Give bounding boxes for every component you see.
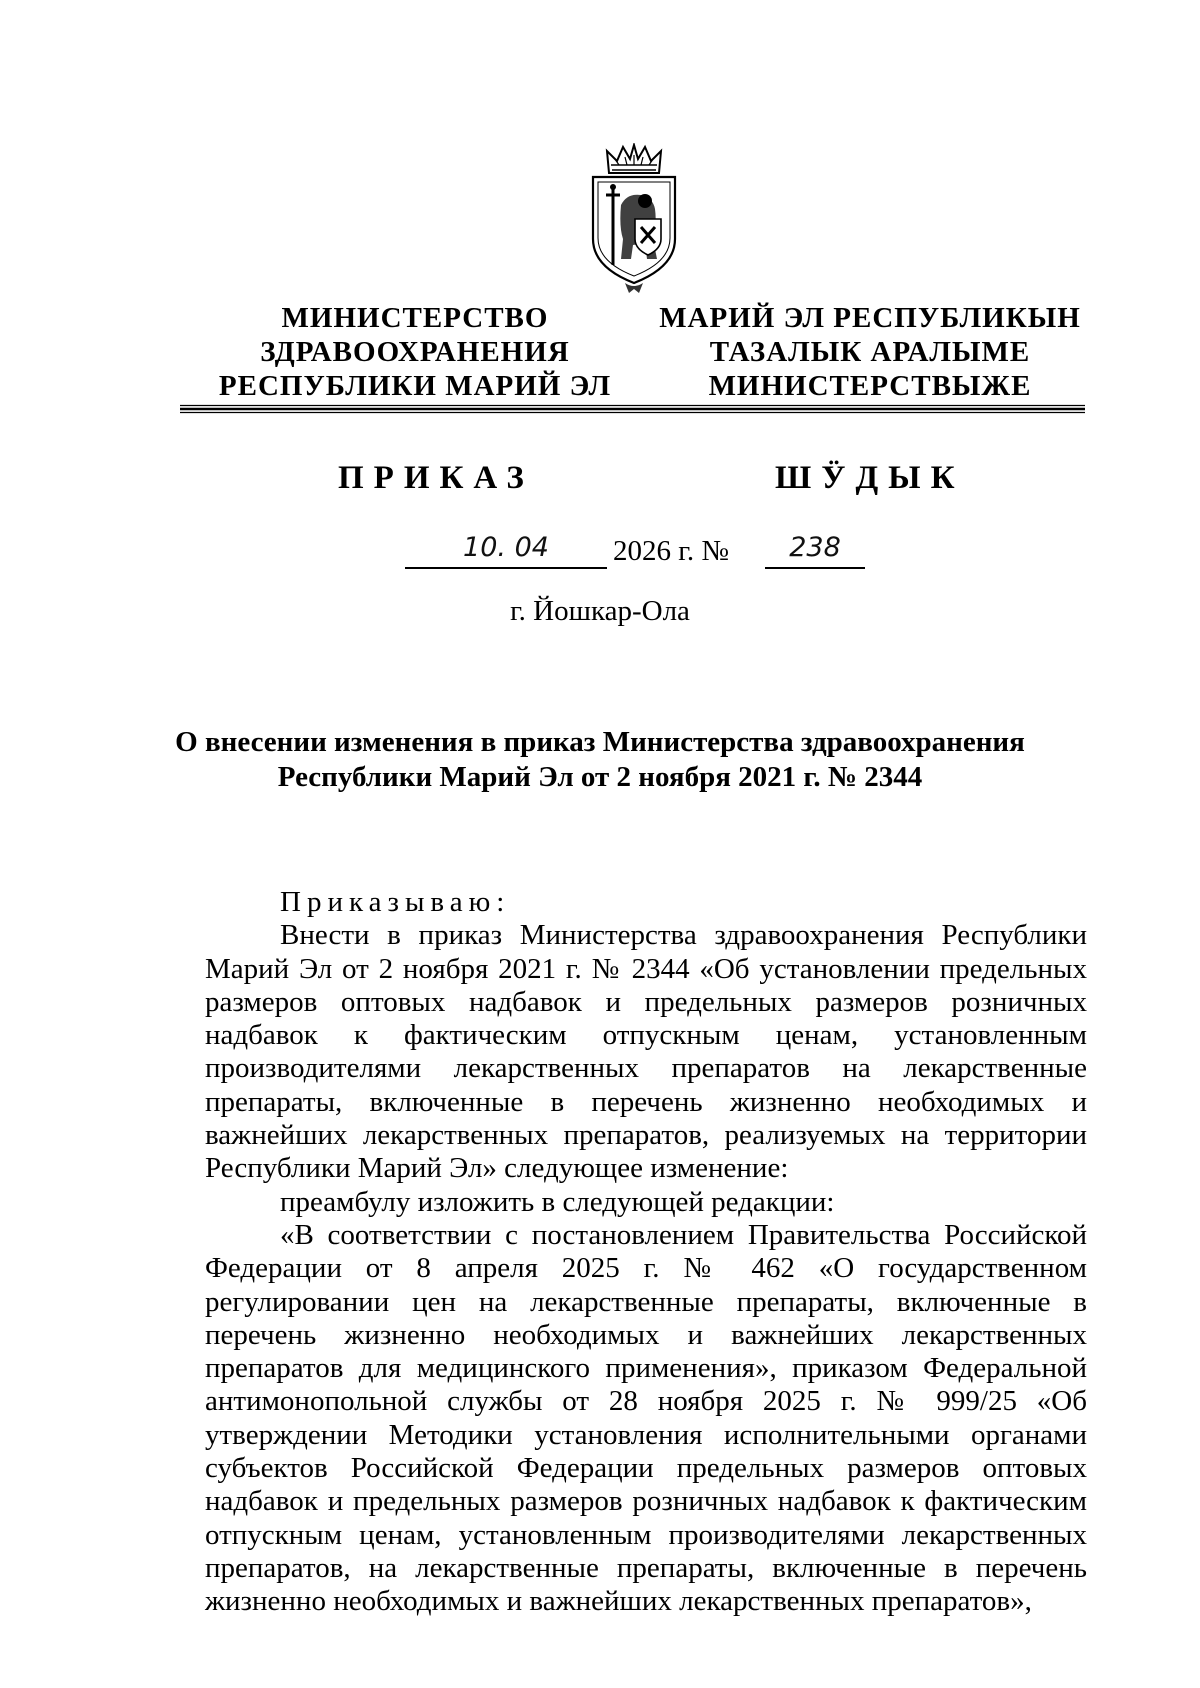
document-title <box>120 725 1080 795</box>
order-word: Приказываю: <box>280 886 511 918</box>
ministry-name-ru-line-3: РЕСПУБЛИКИ МАРИЙ ЭЛ <box>218 370 612 402</box>
paragraph-1: Внести в приказ Министерства здравоохранения Республики Марий Эл от 2 ноября 2021 г. № 2344 «Об установлении предельных размеров оптовых надбавок и предельных размеров розничных надбавок к фактическим отпускным ценам, установленным производителями лекарственных препаратов на лекарственные препараты, включенные в перечень жизненно необходимых и важнейших лекарственных препаратов, реализуемых на территории Республики Марий Эл» следующее изменение: <box>205 919 1087 1185</box>
date-number-line <box>405 533 865 573</box>
paragraph-2: преамбулу изложить в следующей редакции: <box>280 1185 835 1218</box>
city-name: г. Йошкар-Ола <box>510 595 690 627</box>
ministry-name-mari-line-3: МИНИСТЕРСТВЫЖЕ <box>708 370 1032 402</box>
ministry-name-mari <box>640 301 1100 403</box>
ministry-name-mari-line-1: МАРИЙ ЭЛ РЕСПУБЛИКЫН <box>659 302 1081 334</box>
doc-type-mari: ШӰДЫК <box>775 460 965 496</box>
ministry-name-ru-line-1: МИНИСТЕРСТВО <box>281 302 549 334</box>
doc-type-russian: ПРИКАЗ <box>338 460 534 496</box>
document-body <box>205 886 1087 1619</box>
handwritten-number: 238 <box>765 533 865 569</box>
ministry-name-ru-line-2: ЗДРАВООХРАНЕНИЯ <box>260 336 570 368</box>
coat-of-arms-emblem <box>587 143 681 293</box>
ministry-name-mari-line-2: ТАЗАЛЫК АРАЛЫМЕ <box>709 336 1031 368</box>
document-title-line-2: Республики Марий Эл от 2 ноября 2021 г. № 2344 <box>277 761 923 793</box>
ministry-name-russian <box>190 301 640 403</box>
header-divider <box>180 404 1085 414</box>
document-title-line-1: О внесении изменения в приказ Министерства здравоохранения <box>175 726 1025 758</box>
paragraph-3: «В соответствии с постановлением Правительства Российской Федерации от 8 апреля 2025 г. № 462 «О государственном регулировании цен на лекарственные препараты, включенные в перечень жизненно необходимых и важнейших лекарственных препаратов для медицинского применения», приказом Федеральной антимонопольной службы от 28 ноября 2025 г. № 999/25 «Об утверждении Методики установления исполнительными органами субъектов Российской Федерации предельных размеров оптовых надбавок и предельных размеров розничных надбавок к фактическим отпускным ценам, установленным производителями лекарственных препаратов, на лекарственные препараты, включенные в перечень жизненно необходимых и важнейших лекарственных препаратов», <box>205 1218 1087 1618</box>
date-year-label: 2026 г. № <box>613 535 730 567</box>
handwritten-date: 10. 04 <box>405 533 607 569</box>
